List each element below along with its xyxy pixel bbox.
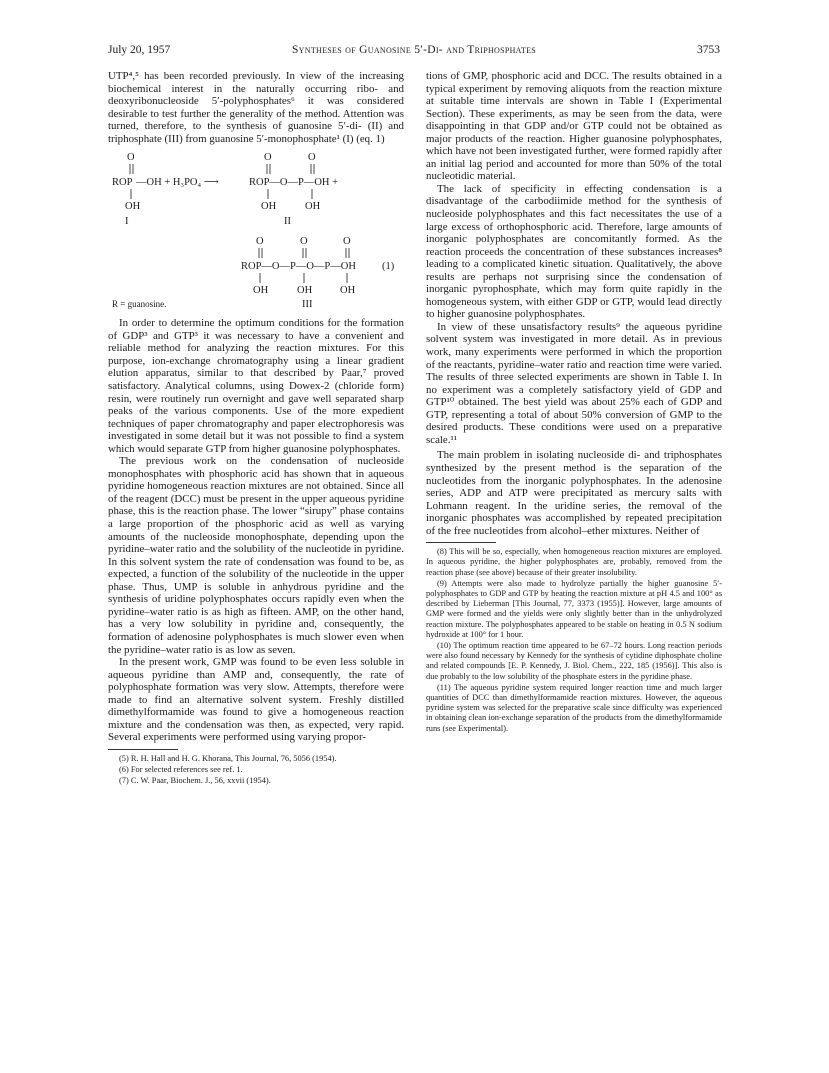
paragraph: In the present work, GMP was found to be even less soluble in aqueous pyridine than AMP and, consequently, the rate of polyphosphate formation was very slow. Attempts, therefore were made to find an alternative solvent system. Freshly distilled dimethylformamide was found to give a homogeneous reaction mixture and the condensation was then, as expected, very rapid. Several experiments were performed using varying propor-: [108, 656, 404, 744]
eq-hydroxyl-6: OH: [340, 285, 356, 297]
compound-label-II: II: [284, 216, 291, 228]
reaction-equation: [108, 147, 404, 355]
running-title: Syntheses of Guanosine 5′-Di- and Triphosphates: [291, 44, 536, 56]
eq-oxygen-6: O: [343, 236, 351, 248]
left-column: [108, 70, 404, 786]
footnote-rule: [108, 749, 178, 750]
eq-product-gdp: ROP—O—P—OH +: [249, 177, 339, 189]
paragraph: In view of these unsatisfactory results⁹ the aqueous pyridine solvent system was investigated in more detail. As in previous work, many experiments were performed in which the proportion of the reactants, pyridine–water ratio and reaction time were varied. The results of three selected experiments are shown in Table I. In no experiment was a completely satisfactory yield of GDP and GTP¹⁰ obtained. The best yield was about 25% each of GDP and GTP, representing a total of about 50% conversion of GMP to the desired products. These conditions were used on a preparative scale.¹¹: [426, 320, 722, 446]
compound-label-I: I: [125, 216, 129, 228]
eq-oxygen-1: O: [127, 152, 135, 164]
page-number: 3753: [697, 44, 720, 56]
footnote: (6) For selected references see ref. 1.: [119, 765, 243, 775]
footnote: (8) This will be so, especially, when homogeneous reaction mixtures are employed. In aqueous pyridine, the higher polyphosphates are, probably, removed from the reaction phase (see above) because of their greater insolubility.: [426, 547, 722, 577]
eq-oxygen-5: O: [300, 236, 308, 248]
compound-label-III: III: [302, 299, 313, 311]
eq-hydroxyl-4: OH: [253, 285, 269, 297]
footnote: (10) The optimum reaction time appeared to be 67–72 hours. Long reaction periods were also found necessary by Kennedy for the synthesis of cytidine diphosphate choline and related compounds [E. P. Kennedy, J. Biol. Chem., 222, 185 (1956)]. This also is due probably to the low solubility of the phosphate esters in the pyridine phase.: [426, 641, 722, 681]
footnote: (5) R. H. Hall and H. G. Khorana, This Journal, 76, 5056 (1954).: [119, 753, 337, 763]
r-definition: R = guanosine.: [112, 299, 167, 310]
paragraph: The previous work on the condensation of nucleoside monophosphates with phosphoric acid has shown that in aqueous pyridine homogeneous reaction mixtures are not obtained. Since all of the reagent (DCC) must be present in the upper aqueous pyridine phase, this is the reaction phase. The lower “sirupy” phase contains a large proportion of the phosphoric acid as well as varying amounts of the nucleoside monophosphate, depending upon the pyridine–water ratio and the solubility of the nucleotide in pyridine. In this solvent system the rate of condensation was found to be, as expected, a function of the solubility of the nucleotide in the upper phase. Thus, UMP is soluble in anhydrous pyridine and the synthesis of uridine polyphosphates occurs rapidly even when the pyridine–water ratio is as high as fifteen. AMP, on the other hand, has a very low solubility in pyridine and, consequently, the formation of adenosine polyphosphates is much slower even when the pyridine–water ratio is as low as seven.: [108, 455, 404, 656]
eq-reactants: —OH + H₃PO₄ ⟶: [136, 177, 219, 189]
footnote-rule: [426, 542, 496, 543]
paragraph: tions of GMP, phosphoric acid and DCC. The results obtained in a typical experiment by removing aliquots from the reaction mixture at suitable time intervals are shown in Table I (Experimental Section). These experiments, as may be seen from the data, were disappointing in that GDP and/or GTP could not be obtained as major products of the reaction. Higher guanosine polyphosphates, which have not been investigated further, were formed rapidly after an initial lag period and accounted for more than 50% of the total nucleotidic material.: [426, 70, 722, 183]
eq-hydroxyl-5: OH: [297, 285, 313, 297]
equation-number: (1): [382, 261, 395, 273]
footnote: (7) C. W. Paar, Biochem. J., 56, xxvii (1954).: [119, 776, 271, 786]
issue-date: July 20, 1957: [108, 44, 171, 56]
paragraph: The lack of specificity in effecting condensation is a disadvantage of the carbodiimide method for the synthesis of nucleoside polyphosphates and this fact necessitates the use of a large excess of orthophosphoric acid. Therefore, large amounts of inorganic polyphosphates are concomitantly formed. As the reaction proceeds the concentration of these substances increases⁸ leading to a complicated kinetic situation. Qualitatively, the above results are perhaps not surprising since the condensation of inorganic pyrophosphate, which may form quite rapidly in the homogeneous system, with either GDP or GTP, would lead directly to higher guanosine polyphosphates.: [426, 182, 722, 321]
eq-rop-1: ROP: [112, 177, 133, 189]
paragraph: In order to determine the optimum conditions for the formation of GDP³ and GTP³ it was necessary to have a convenient and reliable method for analyzing the reaction mixtures. For this purpose, ion-exchange chromatography using a linear gradient elution apparatus, similar to that described by Paar,⁷ proved satisfactory. Analytical columns, using Dowex-2 (chloride form) resin, were routinely run overnight and gave well separated sharp peaks of the various components. Use of the more expedient techniques of paper chromatography and paper electrophoresis was investigated in some detail but it was not possible to find a system which would separate GTP from higher guanosine polyphosphates.: [108, 317, 404, 455]
equation-diagram: [108, 147, 404, 355]
eq-hydroxyl-2: OH: [261, 201, 277, 213]
running-header: [108, 44, 720, 60]
right-column: [426, 70, 722, 734]
eq-oxygen-3: O: [308, 152, 316, 164]
footnote: (11) The aqueous pyridine system required longer reaction time and much larger quantities of DCC than dimethylformamide reaction mixtures. However, the aqueous pyridine system was selected for the preparative scale since difficulty was experienced in obtaining clean ion-exchange separation of the products from the dimethylformamide runs (see Experimental).: [426, 682, 722, 733]
eq-hydroxyl-3: OH: [305, 201, 321, 213]
eq-oxygen-4: O: [256, 236, 264, 248]
eq-hydroxyl-1: OH: [125, 201, 141, 213]
eq-product-gtp: ROP—O—P—O—P—OH: [241, 261, 356, 273]
paragraph: The main problem in isolating nucleoside di- and triphosphates synthesized by the present method is the separation of the nucleotides from the inorganic polyphosphates. In the adenosine series, ADP and ATP were precipitated as mercury salts with Lohmann reagent. In the uridine series, the removal of the inorganic phosphates was accomplished by repeated precipitation of the free nucleotides from alcohol–ether mixtures. Neither of: [426, 449, 722, 537]
footnote: (9) Attempts were also made to hydrolyze partially the higher guanosine 5′-polyphosphates to GDP and GTP by heating the reaction mixture at pH 4.5 and 100° as described by Lieberman [This Journal, 77, 3373 (1955)]. However, large amounts of GMP were formed and the yields were only slightly better than in the unhydrolyzed reaction mixture. The polyphosphates appeared to be stable on heating in 0.5 N sodium hydroxide at 100° for 1 hour.: [426, 578, 722, 639]
eq-oxygen-2: O: [264, 152, 272, 164]
paragraph: UTP⁴,⁵ has been recorded previously. In view of the increasing biochemical interest in the naturally occurring ribo- and deoxyribonucleoside 5′-polyphosphates⁶ it was considered desirable to test further the generality of the method. Attention was turned, therefore, to the synthesis of guanosine 5′-di- (II) and triphosphate (III) from guanosine 5′-monophosphate¹ (I) (eq. 1): [108, 70, 404, 145]
